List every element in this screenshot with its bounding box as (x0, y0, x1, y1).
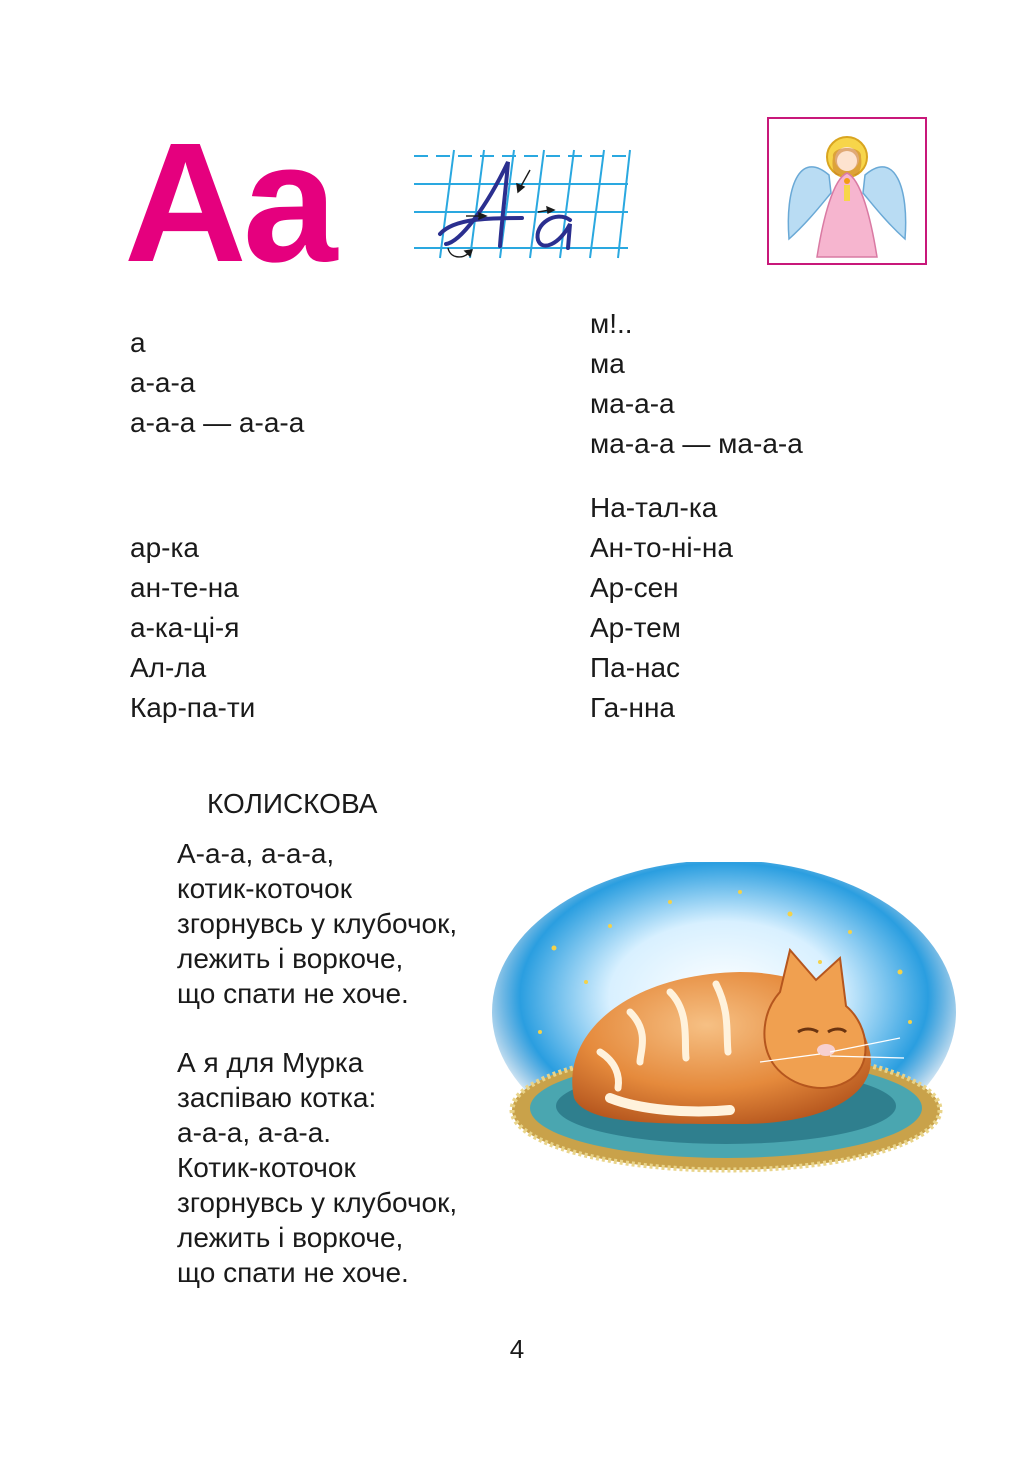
list-item: а-а-а — а-а-а (130, 407, 305, 438)
page-number: 4 (509, 1334, 525, 1364)
poem-line: А-а-а, а-а-а, (177, 838, 335, 869)
list-item: Га-нна (590, 692, 675, 723)
poem-line: лежить і воркоче, (177, 943, 404, 974)
cursive-letter-guide (410, 148, 632, 266)
list-item: Ар-сен (590, 572, 679, 603)
list-item: Ан-то-ні-на (590, 532, 733, 563)
list-item: м!.. (590, 308, 633, 339)
list-item: Ар-тем (590, 612, 681, 643)
names-right (590, 488, 733, 728)
poem-line: заспіваю котка: (177, 1082, 377, 1113)
list-item: а-а-а (130, 367, 196, 398)
poem-line: що спати не хоче. (177, 1257, 409, 1288)
poem-line: згорнувсь у клубочок, (177, 1187, 458, 1218)
list-item: а-ка-ці-я (130, 612, 240, 643)
poem-line: згорнувсь у клубочок, (177, 908, 458, 939)
list-item: Кар-па-ти (130, 692, 256, 723)
poem-title: КОЛИСКОВА (207, 788, 378, 819)
poem-stanza-2 (177, 1045, 457, 1290)
poem-line: що спати не хоче. (177, 978, 409, 1009)
words-left (130, 528, 255, 728)
poem-line: лежить і воркоче, (177, 1222, 404, 1253)
list-item: Па-нас (590, 652, 681, 683)
list-item: а (130, 327, 146, 358)
poem-line: Котик-коточок (177, 1152, 356, 1183)
list-item: ма-а-а — ма-а-а (590, 428, 803, 459)
letter-heading: Аа (124, 108, 332, 298)
poem-line: котик-коточок (177, 873, 352, 904)
list-item: ар-ка (130, 532, 199, 563)
list-item: На-тал-ка (590, 492, 718, 523)
list-item: ан-те-на (130, 572, 239, 603)
poem-line: а-а-а, а-а-а. (177, 1117, 332, 1148)
sleeping-cat-illustration (490, 862, 958, 1192)
poem-stanza-1 (177, 836, 457, 1011)
list-item: ма (590, 348, 625, 379)
list-item: Ал-ла (130, 652, 207, 683)
syllables-left (130, 323, 304, 443)
list-item: ма-а-а (590, 388, 675, 419)
poem-line: А я для Мурка (177, 1047, 364, 1078)
angel-icon (769, 119, 925, 263)
syllables-right (590, 304, 803, 464)
angel-picture-frame (767, 117, 927, 265)
